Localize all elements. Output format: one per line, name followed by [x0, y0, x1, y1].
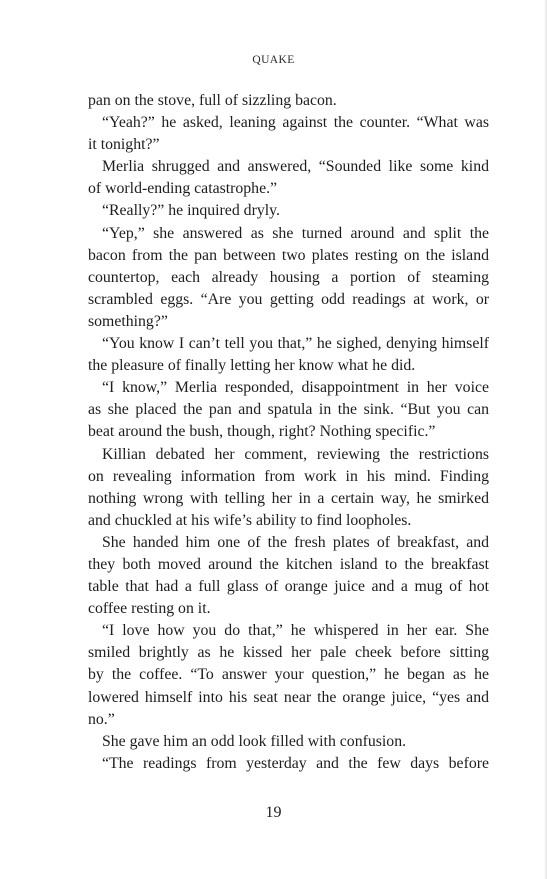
text-line: the pleasure of finally letting her know what he did. — [88, 357, 416, 375]
body-text — [88, 90, 489, 775]
text-line: Merlia shrugged and answered, “Sounded like some kind — [102, 158, 489, 176]
text-line: countertop, each already housing a portion of steaming — [88, 268, 489, 286]
text-line: She gave him an odd look filled with confusion. — [102, 732, 407, 750]
text-line: they both moved around the kitchen island to the breakfast — [88, 555, 489, 573]
text-line: “I love how you do that,” he whispered in her ear. She — [102, 622, 489, 640]
text-line: on revealing information from work in his mind. Finding — [88, 467, 489, 485]
running-header: QUAKE — [252, 54, 295, 66]
text-line: “The readings from yesterday and the few days before — [102, 754, 489, 772]
text-line: table that had a full glass of orange juice and a mug of hot — [88, 578, 489, 596]
text-line: something?” — [88, 312, 168, 330]
text-line: bacon from the pan between two plates resting on the island — [88, 246, 489, 264]
text-line: “Yeah?” he asked, leaning against the counter. “What was — [102, 114, 489, 132]
text-line: it tonight?” — [88, 136, 160, 154]
text-line: “You know I can’t tell you that,” he sighed, denying himself — [102, 335, 489, 353]
text-line: and chuckled at his wife’s ability to find loopholes. — [88, 511, 412, 529]
text-line: pan on the stove, full of sizzling bacon. — [88, 92, 337, 109]
text-line: coffee resting on it. — [88, 600, 211, 618]
text-line: lowered himself into his seat near the orange juice, “yes and — [88, 688, 489, 706]
text-line: by the coffee. “To answer your question,” he began as he — [88, 666, 489, 684]
text-line: “Really?” he inquired dryly. — [102, 202, 280, 220]
text-line: Killian debated her comment, reviewing the restrictions — [102, 445, 489, 463]
text-line: as she placed the pan and spatula in the sink. “But you can — [88, 401, 489, 419]
text-line: She handed him one of the fresh plates of breakfast, and — [102, 533, 489, 551]
text-line: of world-ending catastrophe.” — [88, 180, 278, 198]
text-line: no.” — [88, 710, 115, 728]
page-number: 19 — [265, 804, 282, 821]
text-line: “Yep,” she answered as she turned around and split the — [102, 224, 489, 242]
text-line: smiled brightly as he kissed her pale cheek before sitting — [88, 644, 489, 662]
text-line: nothing wrong with telling her in a certain way, he smirked — [88, 489, 489, 507]
text-line: scrambled eggs. “Are you getting odd readings at work, or — [88, 290, 489, 308]
text-line: beat around the bush, though, right? Nothing specific.” — [88, 423, 436, 441]
text-line: “I know,” Merlia responded, disappointment in her voice — [102, 379, 489, 397]
